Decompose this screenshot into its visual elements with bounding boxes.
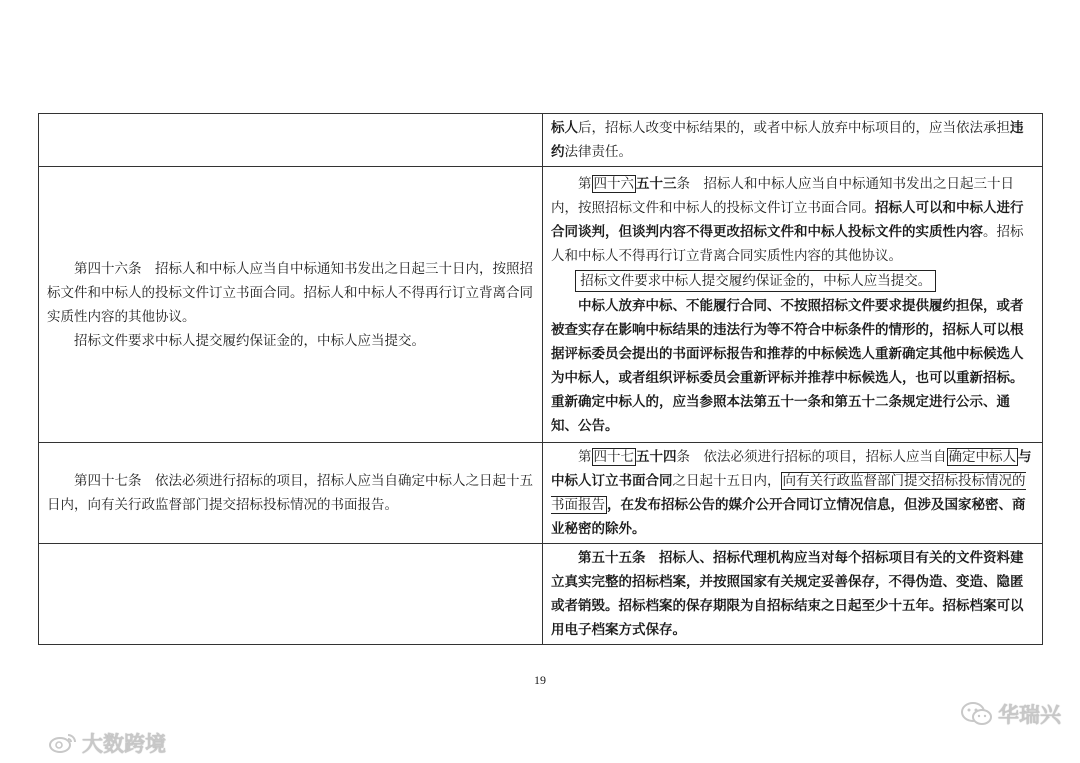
added-text: 五十三: [636, 175, 677, 192]
old-paragraph: 第四十六条 招标人和中标人应当自中标通知书发出之日起三十日内，按照招标文件和中标人的投标文件订立书面合同。招标人和中标人不得再行订立背离合同实质性内容的其他协议。: [47, 260, 533, 325]
text-run: 。招标人和中标人不得再行订立背离合同实质性内容的其他协议。: [551, 223, 1024, 264]
new-paragraph: [551, 172, 1034, 268]
text-run: 后，招标人改变中标结果的，或者中标人放弃中标项目的，应当依法承担: [578, 120, 1010, 136]
deleted-text-box: 招标文件要求中标人提交履约保证金的，中标人应当提交。: [575, 270, 936, 292]
old-text-cell: [39, 114, 543, 167]
new-text-cell: [543, 544, 1043, 645]
text-run: 条 招标人和中标人应当自中标通知书发出之日起三十日内，按照招标文件和中标人的投标文件订立书面合同。: [551, 175, 1014, 216]
new-text-cell: [543, 114, 1043, 167]
text-run: 条 依法必须进行招标的项目，招标人应当自: [676, 449, 947, 465]
old-text-cell: [39, 167, 543, 443]
new-text-cell: [543, 167, 1043, 443]
added-text: 标人: [551, 120, 578, 136]
deleted-text-box: 四十六: [593, 175, 634, 192]
old-paragraph: 第四十七条 依法必须进行招标的项目，招标人应当自确定中标人之日起十五日内，向有关行政监督部门提交招标投标情况的书面报告。: [47, 473, 533, 513]
table-row: [39, 167, 1043, 443]
wechat-icon: [960, 701, 994, 732]
deleted-text-box: 四十七: [593, 449, 634, 465]
watermark-right: [960, 699, 1061, 732]
deleted-text-box: 向有关行政监督部门提交招标投标情况的书面报告: [551, 473, 1026, 513]
new-text-cell: [543, 443, 1043, 544]
table-row: [39, 114, 1043, 167]
table-row: [39, 544, 1043, 645]
table-row: [39, 443, 1043, 544]
new-paragraph: [551, 268, 1034, 294]
watermark-left: [48, 728, 166, 759]
text-run: 第: [578, 175, 592, 192]
added-text: 招标人可以和中标人进行合同谈判，但谈判内容不得更改招标文件和中标人投标文件的实质性内容: [551, 199, 1024, 240]
old-text-cell: [39, 443, 543, 544]
new-paragraph: [551, 445, 1034, 541]
watermark-text: 大数跨境: [82, 732, 166, 756]
added-text: ，在发布招标公告的媒介公开合同订立情况信息，但涉及国家秘密、商业秘密的除外。: [551, 497, 1026, 537]
added-text: 违约: [551, 120, 1024, 160]
text-run: 第: [578, 449, 592, 465]
new-paragraph: 第五十五条 招标人、招标代理机构应当对每个招标项目有关的文件资料建立真实完整的招标档案，并按照国家有关规定妥善保存，不得伪造、变造、隐匿或者销毁。招标档案的保存期限为自招标结束之日起至少十五年。招标档案可以用电子档案方式保存。: [551, 550, 1024, 638]
old-text-cell: [39, 544, 543, 645]
new-paragraph: [551, 116, 1034, 164]
new-paragraph: 中标人放弃中标、不能履行合同、不按照招标文件要求提供履约担保，或者被查实存在影响中标结果的违法行为等不符合中标条件的情形的，招标人可以根据评标委员会提出的书面评标报告和推荐的中标候选人重新确定其他中标候选人为中标人，或者组织评标委员会重新评标并推荐中标候选人，也可以重新招标。重新确定中标人的，应当参照本法第五十一条和第五十二条规定进行公示、通知、公告。: [551, 297, 1024, 434]
text-run: 法律责任。: [564, 144, 632, 160]
added-text: 五十四: [636, 449, 677, 465]
weibo-icon: [48, 732, 78, 759]
deleted-text-box: 确定中标人: [948, 449, 1016, 465]
comparison-table: [38, 113, 1043, 645]
text-run: 之日起十五日内，: [672, 473, 781, 489]
added-text: 与中标人订立书面合同: [551, 449, 1032, 489]
old-paragraph: 招标文件要求中标人提交履约保证金的，中标人应当提交。: [74, 332, 425, 349]
watermark-text: 华瑞兴: [998, 703, 1061, 727]
page-number: 19: [534, 673, 546, 687]
